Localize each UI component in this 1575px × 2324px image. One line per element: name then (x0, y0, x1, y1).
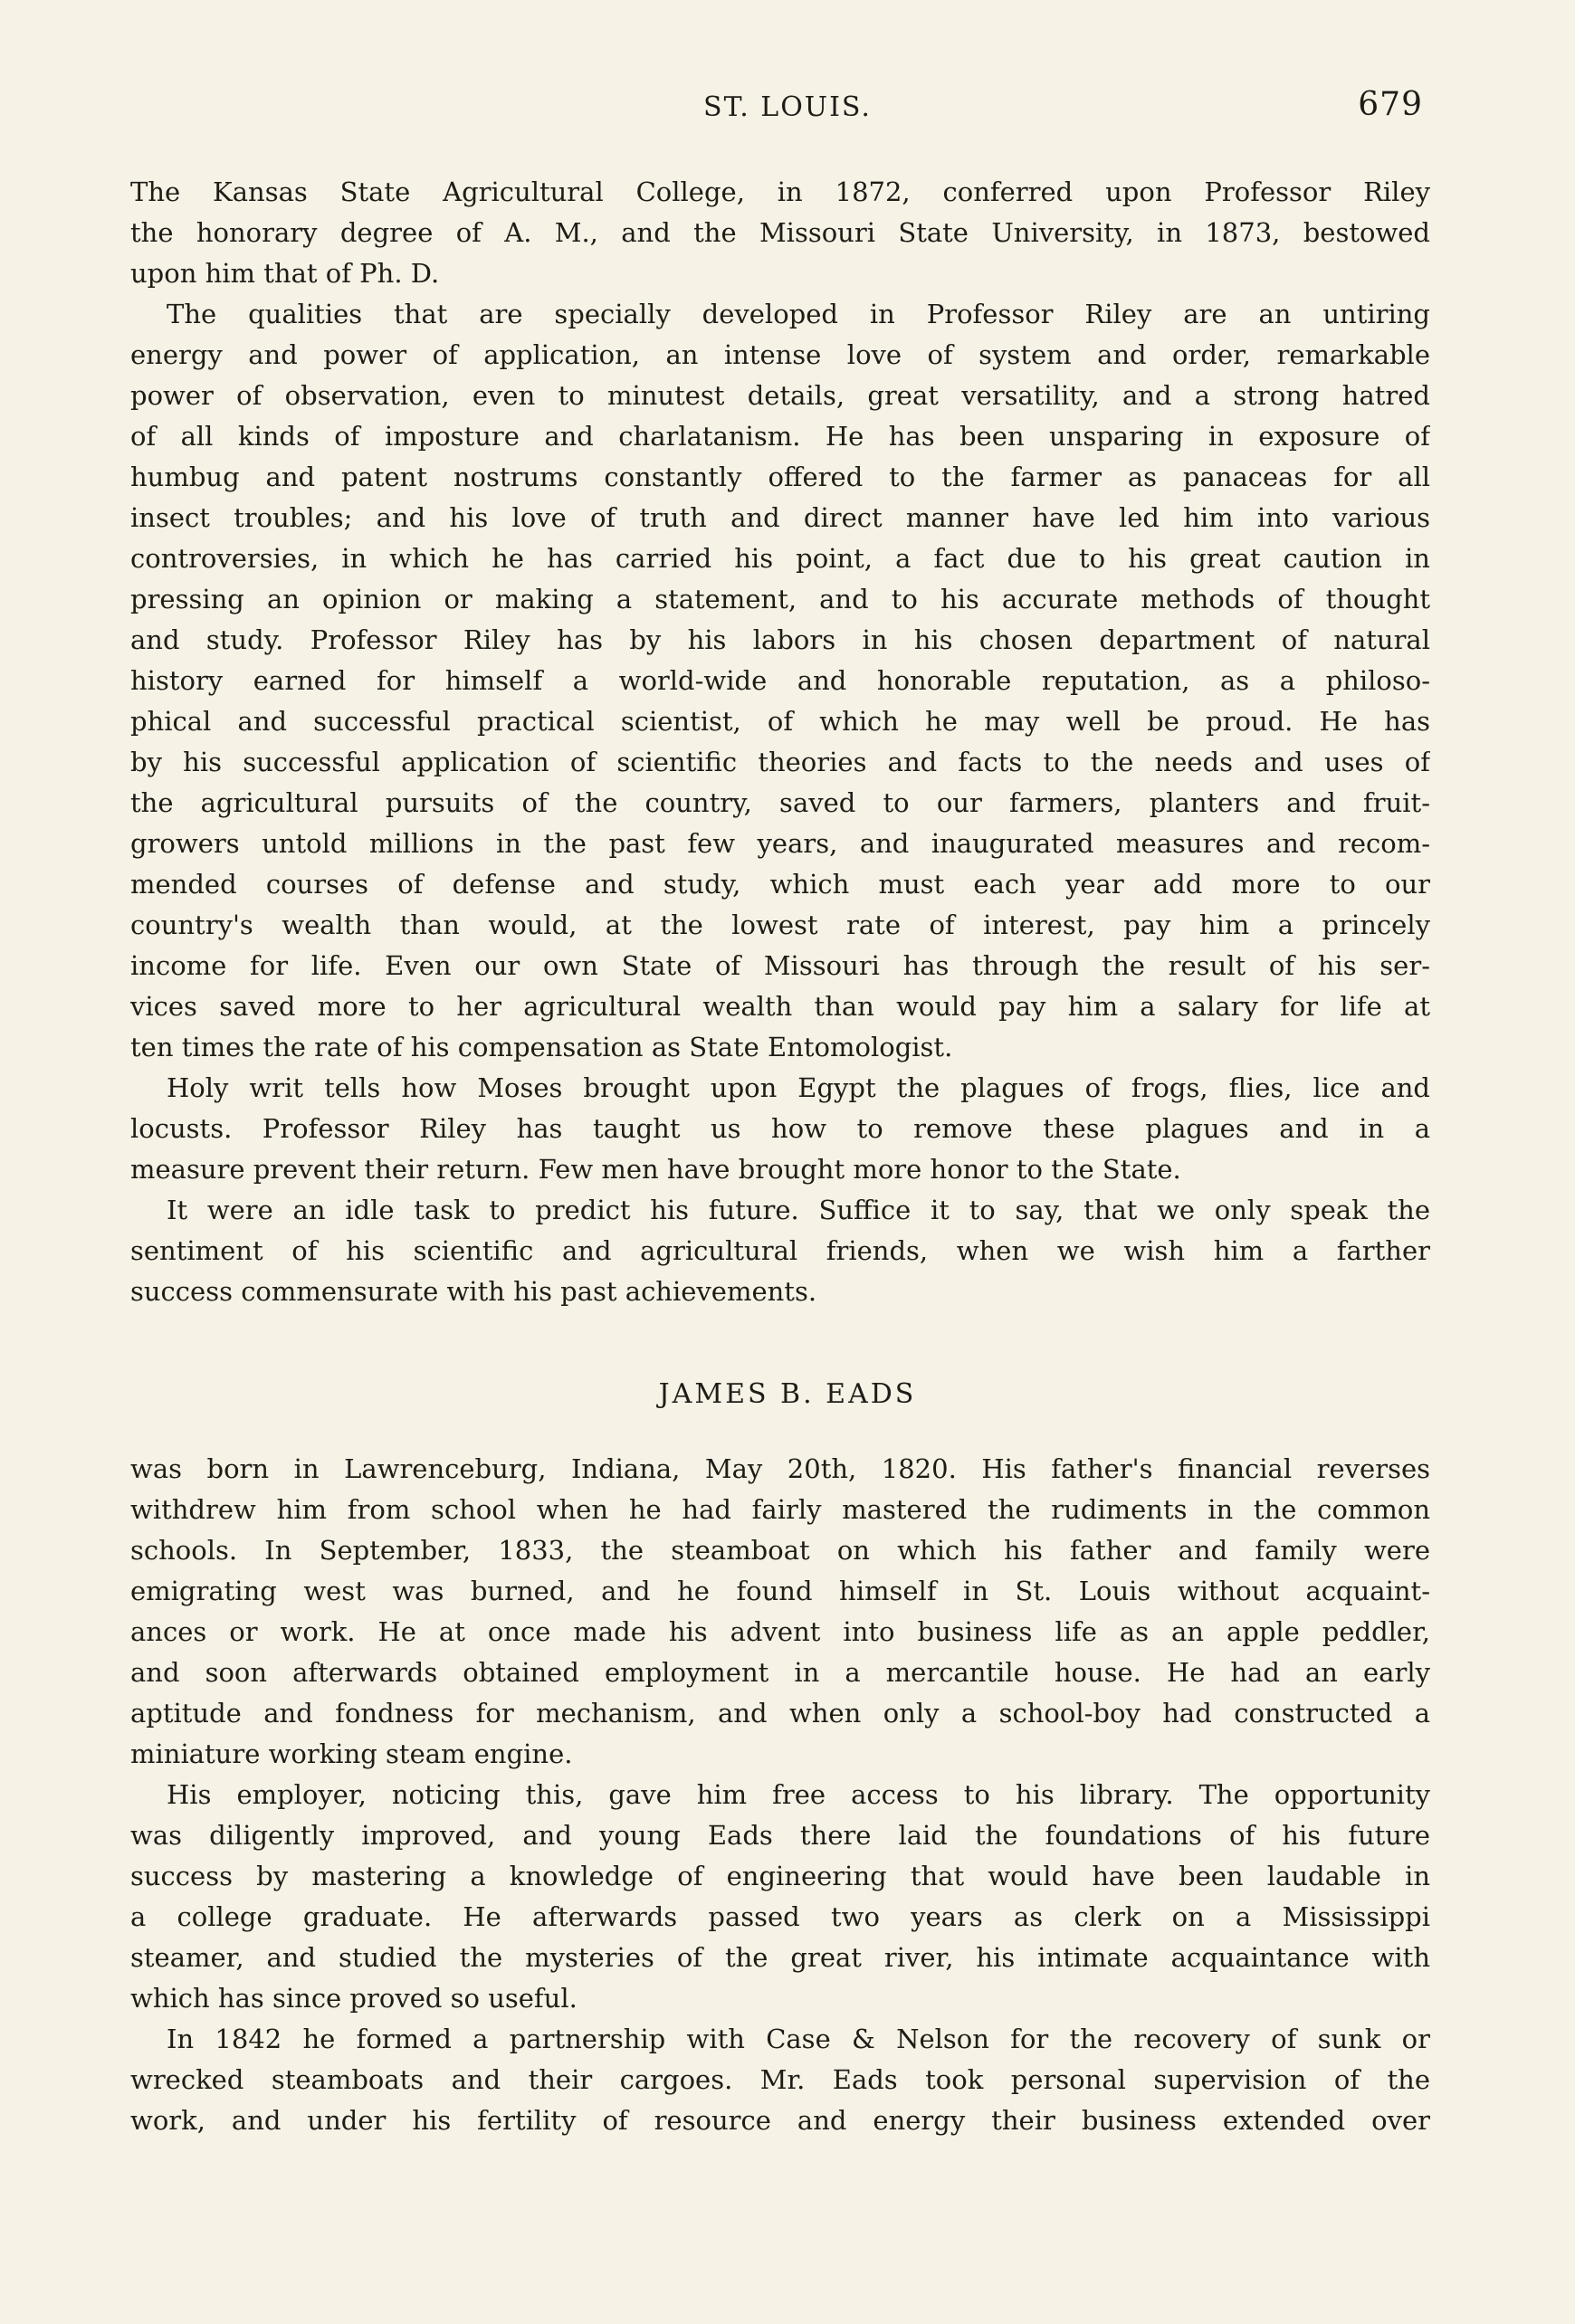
text-line: was born in Lawrenceburg, Indiana, May 20th, 1820. His father's financial reverses (130, 1453, 1430, 1484)
text-line: energy and power of application, an intense love of system and order, remarkable (130, 339, 1430, 370)
text-line: upon him that of Ph. D. (130, 258, 440, 289)
text-line: history earned for himself a world-wide and honorable reputation, as a philoso- (130, 665, 1430, 696)
running-header (0, 86, 1575, 140)
text-line: which has since proved so useful. (130, 1983, 578, 2014)
text-line: steamer, and studied the mysteries of the great river, his intimate acquaintance with (130, 1942, 1430, 1973)
text-line: and study. Professor Riley has by his labors in his chosen department of natural (130, 624, 1430, 655)
text-line: a college graduate. He afterwards passed two years as clerk on a Mississippi (130, 1901, 1430, 1932)
text-line: growers untold millions in the past few years, and inaugurated measures and recom- (130, 828, 1430, 859)
text-line: In 1842 he formed a partnership with Case & Nelson for the recovery of sunk or (167, 2024, 1430, 2054)
text-line: of all kinds of imposture and charlatanism. He has been unsparing in exposure of (130, 421, 1430, 452)
running-title: ST. LOUIS. (703, 91, 872, 123)
text-line: success by mastering a knowledge of engineering that would have been laudable in (130, 1861, 1430, 1891)
text-line: locusts. Professor Riley has taught us how to remove these plagues and in a (130, 1113, 1430, 1144)
text-line: The Kansas State Agricultural College, in 1872, conferred upon Professor Riley (130, 176, 1430, 207)
text-line: phical and successful practical scientist, of which he may well be proud. He has (130, 706, 1430, 737)
section-heading: JAMES B. EADS (658, 1378, 917, 1410)
text-line: It were an idle task to predict his future. Suffice it to say, that we only speak the (167, 1195, 1430, 1225)
text-line: sentiment of his scientific and agricultural friends, when we wish him a farther (130, 1235, 1430, 1266)
text-line: country's wealth than would, at the lowest rate of interest, pay him a princely (130, 910, 1430, 940)
text-line: ten times the rate of his compensation as State Entomologist. (130, 1032, 953, 1062)
text-line: was diligently improved, and young Eads there laid the foundations of his future (130, 1820, 1430, 1851)
text-line: humbug and patent nostrums constantly offered to the farmer as panaceas for all (130, 462, 1430, 492)
text-line: the honorary degree of A. M., and the Missouri State University, in 1873, bestowed (130, 217, 1430, 248)
text-line: work, and under his fertility of resource and energy their business extended over (130, 2105, 1430, 2136)
text-line: success commensurate with his past achievements. (130, 1276, 817, 1307)
text-line: miniature working steam engine. (130, 1738, 573, 1769)
text-line: pressing an opinion or making a statement, and to his accurate methods of thought (130, 584, 1430, 614)
text-line: withdrew him from school when he had fairly mastered the rudiments in the common (130, 1494, 1430, 1525)
text-line: measure prevent their return. Few men have brought more honor to the State. (130, 1154, 1181, 1185)
text-line: power of observation, even to minutest details, great versatility, and a strong hatred (130, 380, 1430, 411)
text-line: schools. In September, 1833, the steamboat on which his father and family were (130, 1535, 1430, 1566)
text-line: emigrating west was burned, and he found himself in St. Louis without acquaint- (130, 1576, 1430, 1606)
text-line: ances or work. He at once made his advent into business life as an apple peddler, (130, 1616, 1430, 1647)
text-line: mended courses of defense and study, which must each year add more to our (130, 869, 1430, 900)
eads-text-block (130, 1449, 1430, 2141)
text-line: vices saved more to her agricultural wealth than would pay him a salary for life at (130, 991, 1430, 1022)
text-line: His employer, noticing this, gave him free access to his library. The opportunity (167, 1779, 1430, 1810)
text-line: aptitude and fondness for mechanism, and when only a school-boy had constructed a (130, 1698, 1430, 1729)
page-number: 679 (1358, 86, 1423, 123)
text-line: controversies, in which he has carried his point, a fact due to his great caution in (130, 543, 1430, 574)
text-line: The qualities that are specially developed in Professor Riley are an untiring (167, 299, 1430, 329)
text-line: the agricultural pursuits of the country, saved to our farmers, planters and fruit- (130, 787, 1430, 818)
text-line: wrecked steamboats and their cargoes. Mr. Eads took personal supervision of the (130, 2064, 1430, 2095)
text-line: and soon afterwards obtained employment in a mercantile house. He had an early (130, 1657, 1430, 1688)
riley-text-block (130, 172, 1430, 1312)
text-line: Holy writ tells how Moses brought upon Egypt the plagues of frogs, flies, lice and (167, 1072, 1430, 1103)
text-line: insect troubles; and his love of truth and direct manner have led him into various (130, 502, 1430, 533)
text-line: by his successful application of scientific theories and facts to the needs and uses of (130, 747, 1430, 777)
text-line: income for life. Even our own State of Missouri has through the result of his ser- (130, 950, 1430, 981)
